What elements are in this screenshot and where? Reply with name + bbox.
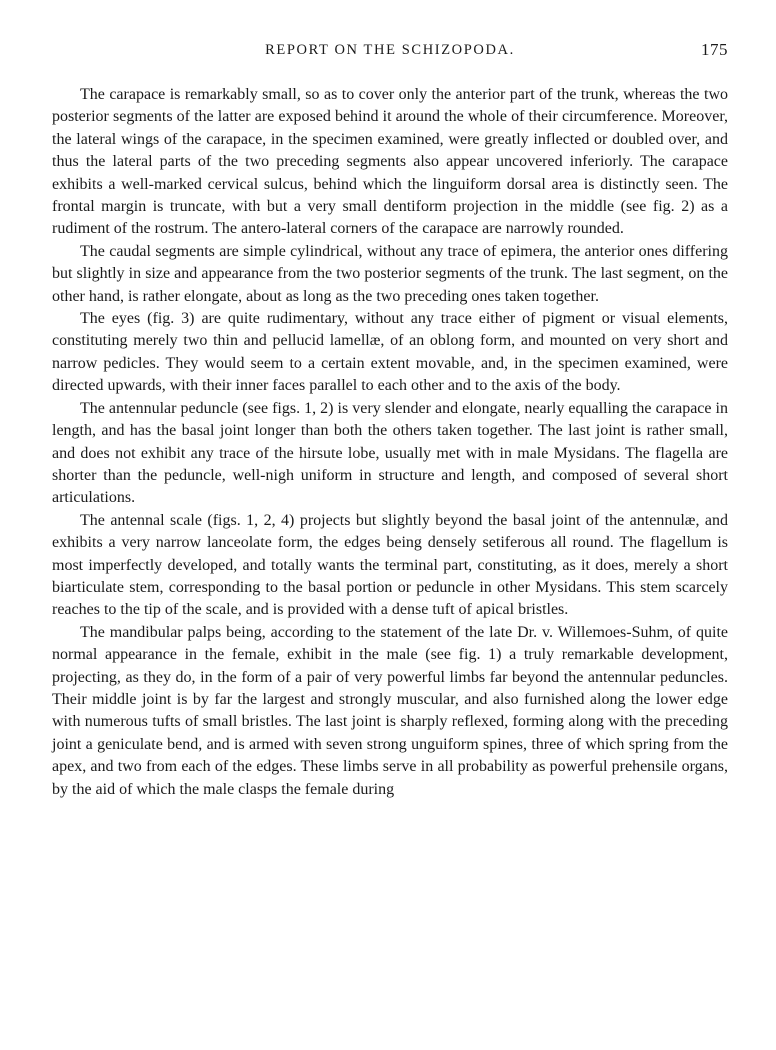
running-head (52, 40, 728, 66)
paragraph-caudal-segments: The caudal segments are simple cylindrical, without any trace of epimera, the anterior ones differing but slightly in size and appearance from the two posterior segments of the trunk. The last segment, on the other hand, is rather elongate, about as long as the two preceding ones taken together. (52, 242, 728, 305)
page-number: 175 (701, 40, 728, 59)
paragraph-mandibular-palps: The mandibular palps being, according to the statement of the late Dr. v. Willemoes-Suhm, of quite normal appearance in the female, exhibit in the male (see fig. 1) a truly remarkable development, projecting, as they do, in the form of a pair of very powerful limbs far beyond the antennular peduncles. Their middle joint is by far the largest and strongly muscular, and also furnished along the lower edge with numerous tufts of small bristles. The last joint is sharply reflexed, forming along with the preceding joint a geniculate bend, and is armed with seven strong unguiform spines, three of which spring from the apex, and two from each of the edges. These limbs serve in all probability as powerful prehensile organs, by the aid of which the male clasps the female during (52, 623, 728, 798)
paragraph-antennular-peduncle: The antennular peduncle (see figs. 1, 2) is very slender and elongate, nearly equalling the carapace in length, and has the basal joint longer than both the others taken together. The last joint is rather small, and does not exhibit any trace of the hirsute lobe, usually met with in male Mysidans. The flagella are shorter than the peduncle, well-nigh uniform in structure and length, and composed of several short articulations. (52, 399, 728, 507)
paragraph-eyes: The eyes (fig. 3) are quite rudimentary, without any trace either of pigment or visual elements, constituting merely two thin and pellucid lamellæ, of an oblong form, and mounted on very short and narrow pedicles. They would seem to a certain extent movable, and, in the specimen examined, were directed upwards, with their inner faces parallel to each other and to the axis of the body. (52, 310, 728, 395)
paragraph-antennal-scale: The antennal scale (figs. 1, 2, 4) projects but slightly beyond the basal joint of the antennulæ, and exhibits a very narrow lanceolate form, the edges being densely setiferous all round. The flagellum is most imperfectly developed, and totally wants the terminal part, constituting, as it does, merely a short biarticulate stem, corresponding to the basal portion or peduncle in other Mysidans. This stem scarcely reaches to the tip of the scale, and is provided with a dense tuft of apical bristles. (52, 511, 728, 619)
paragraph-carapace: The carapace is remarkably small, so as to cover only the anterior part of the trunk, whereas the two posterior segments of the latter are exposed behind it around the whole of their circumference. Moreover, the lateral wings of the carapace, in the specimen examined, were greatly inflected or doubled over, and thus the lateral parts of the two preceding segments also appear uncovered inferiorly. The carapace exhibits a well-marked cervical sulcus, behind which the linguiform dorsal area is distinctly seen. The frontal margin is truncate, with but a very small dentiform projection in the middle (see fig. 2) as a rudiment of the rostrum. The antero-lateral corners of the carapace are narrowly rounded. (52, 86, 728, 238)
running-title: REPORT ON THE SCHIZOPODA. (265, 42, 515, 58)
body-text (52, 84, 728, 801)
page (52, 40, 728, 801)
